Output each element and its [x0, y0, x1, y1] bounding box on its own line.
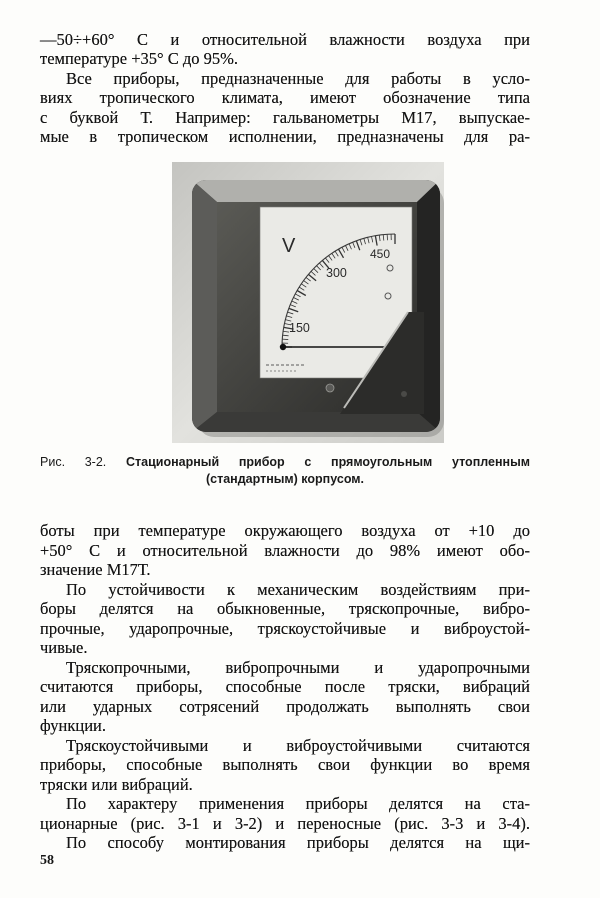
dial-scale-label: 300 [326, 266, 347, 280]
text-line: тряски или вибраций. [40, 774, 193, 794]
text-line: функции. [40, 716, 106, 735]
dial-unit-label: V [282, 235, 296, 257]
text-line: По характеру применения приборы делятся на ста- [66, 794, 530, 813]
paragraph-vibration-stable [40, 736, 530, 795]
text-line: Тряскоустойчивыми и виброустойчивыми считаются [66, 735, 530, 755]
text-line: значение М17Т. [40, 560, 151, 579]
text-block-top [40, 30, 530, 147]
text-line: прочные, ударопрочные, тряскоустойчивые и виброустой- [40, 618, 530, 638]
text-line: По устойчивости к механическим воздействиям при- [66, 579, 530, 599]
text-line: боры делятся на обыкновенные, тряскопрочные, вибро- [40, 599, 530, 618]
needle-zero-dot [280, 344, 286, 350]
text-line: По способу монтирования приборы делятся на щи- [66, 833, 530, 852]
meter-illustration [172, 162, 444, 443]
text-line: с буквой Т. Например: гальванометры М17, выпускае- [40, 107, 530, 127]
paragraph-shockproof [40, 658, 530, 736]
figure-meter-photo [172, 162, 444, 443]
text-line: температуре +35° С до 95%. [40, 49, 239, 69]
text-line: или ударных сотрясений продолжать выполнять свои [40, 696, 530, 716]
text-line: —50÷+60° С и относительной влажности воздуха при [40, 30, 530, 49]
page-number: 58 [40, 853, 54, 868]
text-line: боты при температуре окружающего воздуха от +10 до [40, 521, 530, 540]
text-line: виях тропического климата, имеют обозначение типа [40, 88, 530, 108]
text-block-bottom [40, 521, 530, 853]
caption-label: Рис. 3-2. [40, 455, 107, 469]
paragraph-mounting [40, 833, 530, 853]
paragraph-continued [40, 30, 530, 69]
dial-scale-label: 150 [289, 321, 310, 335]
screw [401, 391, 407, 397]
dial-scale-label: 450 [370, 247, 391, 261]
text-line: ционарные (рис. 3-1 и 3-2) и переносные (рис. 3-3 и 3-4). [40, 813, 530, 833]
caption-line [40, 454, 530, 471]
paragraph-mechanical [40, 580, 530, 658]
text-line: приборы, способные выполнять свои функции во время [40, 755, 530, 774]
screw [326, 384, 334, 392]
paragraph-application [40, 794, 530, 833]
text-line: считаются приборы, способные после тряски, вибраций [40, 677, 530, 696]
text-line: +50° С и относительной влажности до 98% имеют обо- [40, 540, 530, 560]
text-line: Тряскопрочными, вибропрочными и ударопрочными [66, 657, 530, 677]
paragraph-tropical [40, 69, 530, 147]
text-line: мые в тропическом исполнении, предназначены для ра- [40, 127, 530, 147]
text-line: чивые. [40, 638, 88, 657]
caption-line: (стандартным) корпусом. [205, 472, 365, 486]
figure-caption [40, 454, 530, 488]
paragraph-continued [40, 521, 530, 580]
text-line: Все приборы, предназначенные для работы в усло- [66, 68, 530, 88]
caption-text: Стационарный прибор с прямоугольным утопленным [125, 455, 530, 469]
